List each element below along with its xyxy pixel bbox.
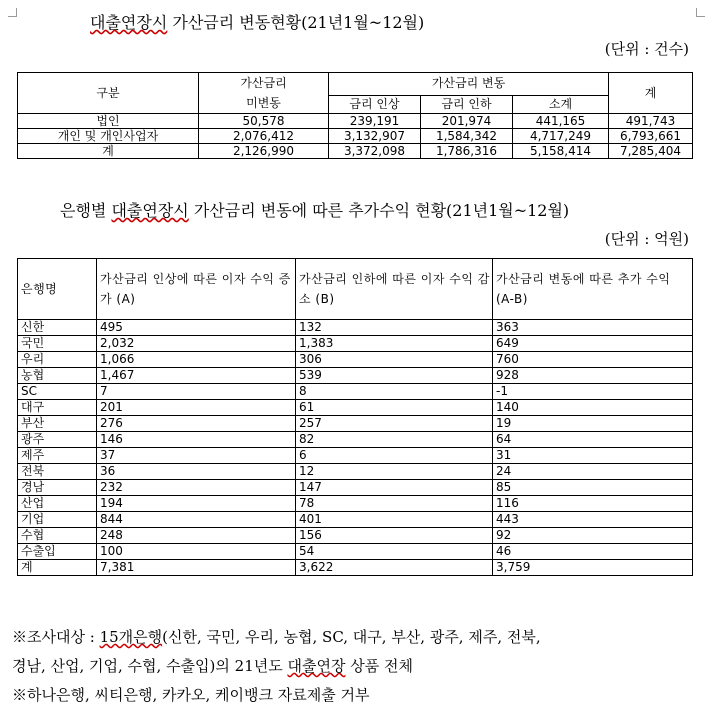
unit-label-1: (단위 : 건수) (604, 40, 689, 58)
note-refused-banks: ※하나은행, 씨티은행, 카카오, 케이뱅크 자료제출 거부 (12, 686, 370, 704)
bank-name: 광주 (18, 432, 97, 448)
note-2-underlined: 대출연장 (287, 657, 346, 675)
header-total: 계 (609, 73, 693, 114)
cell-value: 1,066 (97, 352, 296, 368)
cell-value: 147 (296, 480, 493, 496)
bank-name: 부산 (18, 416, 97, 432)
cell-value: 248 (97, 528, 296, 544)
row-label: 개인 및 개인사업자 (18, 129, 199, 144)
header-change: 가산금리 변동 (329, 73, 609, 96)
header-subtotal: 소계 (513, 95, 609, 113)
page-corner-mark-right (696, 8, 705, 17)
note-1-rest: (신한, 국민, 우리, 농협, SC, 대구, 부산, 광주, 제주, 전북, (162, 628, 541, 646)
cell-value: 132 (296, 320, 493, 336)
cell-value: 24 (493, 464, 693, 480)
table-row (18, 114, 693, 129)
cell-value: 194 (97, 496, 296, 512)
cell-value: 276 (97, 416, 296, 432)
cell-value: 401 (296, 512, 493, 528)
table-row (18, 480, 693, 496)
cell-value: 4,717,249 (513, 129, 609, 144)
cell-value: 46 (493, 544, 693, 560)
cell-value: 201 (97, 400, 296, 416)
header-additional-revenue-formula: (A-B) (496, 292, 528, 306)
cell-value: 3,622 (296, 560, 493, 576)
title-2-pre: 은행별 (60, 201, 112, 220)
unit-label-2: (단위 : 억원) (604, 230, 689, 248)
cell-value: 2,126,990 (199, 144, 329, 159)
cell-value: 7,285,404 (609, 144, 693, 159)
bank-name: 기업 (18, 512, 97, 528)
cell-value: 649 (493, 336, 693, 352)
cell-value: -1 (493, 384, 693, 400)
title-2 (60, 198, 569, 221)
note-survey-target-cont (12, 655, 413, 676)
note-2-pre: 경남, 산업, 기업, 수협, 수출입)의 21년도 (12, 657, 288, 675)
table-row (18, 496, 693, 512)
header-category: 구분 (18, 73, 199, 114)
cell-value: 1,383 (296, 336, 493, 352)
cell-value: 363 (493, 320, 693, 336)
header-unchanged: 가산금리 미변동 (199, 73, 329, 114)
table-row (18, 528, 693, 544)
note-1-underlined: 15개은행 (99, 628, 163, 646)
cell-value: 239,191 (329, 114, 421, 129)
bank-name: 제주 (18, 448, 97, 464)
cell-value: 1,584,342 (421, 129, 513, 144)
bank-name: 계 (18, 560, 97, 576)
cell-value: 232 (97, 480, 296, 496)
cell-value: 306 (296, 352, 493, 368)
cell-value: 5,158,414 (513, 144, 609, 159)
title-2-underlined: 대출연장시 (111, 201, 189, 220)
cell-value: 12 (296, 464, 493, 480)
cell-value: 92 (493, 528, 693, 544)
row-label: 법인 (18, 114, 199, 129)
bank-name: 수협 (18, 528, 97, 544)
header-rate-up: 금리 인상 (329, 95, 421, 113)
title-1-underlined: 대출연장시 (90, 13, 168, 32)
header-interest-increase: 가산금리 인상에 따른 이자 수익 증가 (A) (97, 259, 296, 320)
cell-value: 31 (493, 448, 693, 464)
bank-name: 전북 (18, 464, 97, 480)
cell-value: 928 (493, 368, 693, 384)
table-row (18, 432, 693, 448)
bank-name: SC (18, 384, 97, 400)
cell-value: 443 (493, 512, 693, 528)
table-row (18, 368, 693, 384)
cell-value: 100 (97, 544, 296, 560)
cell-value: 8 (296, 384, 493, 400)
cell-value: 441,165 (513, 114, 609, 129)
table-row (18, 320, 693, 336)
table-row (18, 448, 693, 464)
note-1-pre: ※조사대상 : (12, 628, 100, 646)
bank-name: 국민 (18, 336, 97, 352)
note-2-rest: 상품 전체 (345, 657, 413, 675)
bank-name: 우리 (18, 352, 97, 368)
header-additional-revenue-text: 가산금리 변동에 따른 추가 수익 (496, 272, 671, 286)
cell-value: 1,786,316 (421, 144, 513, 159)
cell-value: 116 (493, 496, 693, 512)
cell-value: 37 (97, 448, 296, 464)
cell-value: 61 (296, 400, 493, 416)
cell-value: 36 (97, 464, 296, 480)
table-row (18, 416, 693, 432)
table-row (18, 336, 693, 352)
cell-value: 201,974 (421, 114, 513, 129)
cell-value: 491,743 (609, 114, 693, 129)
header-additional-revenue (493, 259, 693, 320)
table-row (18, 544, 693, 560)
table-row (18, 384, 693, 400)
interest-change-count-table (17, 72, 693, 159)
table-row (18, 560, 693, 576)
title-1-rest: 가산금리 변동현황(21년1월~12월) (167, 13, 425, 32)
cell-value: 156 (296, 528, 493, 544)
cell-value: 760 (493, 352, 693, 368)
header-interest-decrease: 가산금리 인하에 따른 이자 수익 감소 (B) (296, 259, 493, 320)
bank-name: 경남 (18, 480, 97, 496)
cell-value: 257 (296, 416, 493, 432)
bank-name: 농협 (18, 368, 97, 384)
cell-value: 7,381 (97, 560, 296, 576)
title-1 (90, 10, 424, 33)
table-row (18, 400, 693, 416)
cell-value: 539 (296, 368, 493, 384)
cell-value: 844 (97, 512, 296, 528)
cell-value: 85 (493, 480, 693, 496)
cell-value: 19 (493, 416, 693, 432)
cell-value: 140 (493, 400, 693, 416)
cell-value: 3,372,098 (329, 144, 421, 159)
header-bank: 은행명 (18, 259, 97, 320)
cell-value: 7 (97, 384, 296, 400)
cell-value: 3,759 (493, 560, 693, 576)
note-survey-target (12, 626, 541, 647)
cell-value: 2,076,412 (199, 129, 329, 144)
header-rate-down: 금리 인하 (421, 95, 513, 113)
cell-value: 50,578 (199, 114, 329, 129)
bank-additional-revenue-table (17, 258, 693, 576)
table-row (18, 144, 693, 159)
cell-value: 146 (97, 432, 296, 448)
page-corner-mark-left (8, 8, 17, 17)
cell-value: 82 (296, 432, 493, 448)
bank-name: 산업 (18, 496, 97, 512)
row-label: 계 (18, 144, 199, 159)
cell-value: 6 (296, 448, 493, 464)
cell-value: 54 (296, 544, 493, 560)
cell-value: 64 (493, 432, 693, 448)
cell-value: 2,032 (97, 336, 296, 352)
cell-value: 495 (97, 320, 296, 336)
cell-value: 1,467 (97, 368, 296, 384)
cell-value: 78 (296, 496, 493, 512)
bank-name: 신한 (18, 320, 97, 336)
title-2-rest: 가산금리 변동에 따른 추가수익 현황(21년1월~12월) (188, 201, 570, 220)
cell-value: 3,132,907 (329, 129, 421, 144)
bank-name: 대구 (18, 400, 97, 416)
bank-name: 수출입 (18, 544, 97, 560)
table-row (18, 352, 693, 368)
cell-value: 6,793,661 (609, 129, 693, 144)
table-row (18, 512, 693, 528)
table-row (18, 129, 693, 144)
table-row (18, 464, 693, 480)
